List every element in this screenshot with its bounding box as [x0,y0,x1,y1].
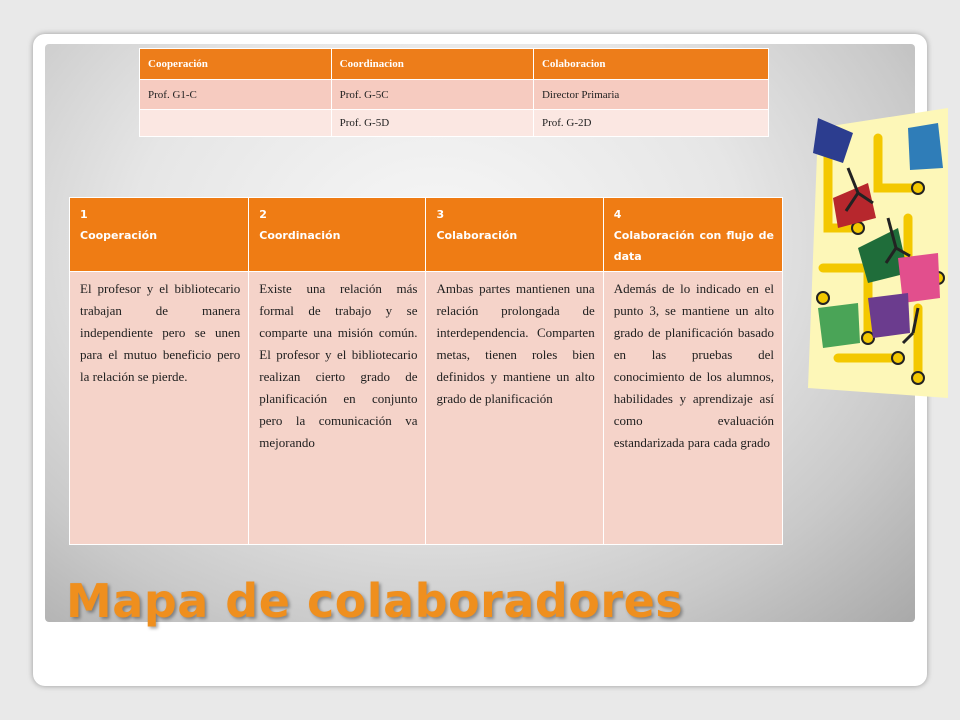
main-table [69,197,783,545]
header-label: Coordinación [259,229,341,242]
main-header-4 [603,198,782,272]
main-header-1 [70,198,249,272]
top-header-coordinacion: Coordinacion [331,49,533,80]
table-cell: Prof. G-2D [533,110,768,137]
main-header-2 [249,198,426,272]
table-cell [140,110,332,137]
header-label: Cooperación [80,229,158,242]
table-cell: Director Primaria [533,80,768,110]
top-header-cooperacion: Cooperación [140,49,332,80]
table-cell-coordinacion: Existe una relación más formal de trabajo y se comparte una misión común. El profesor y el bibliotecario realizan cierto grado de planificación en conjunto pero la comunicación va mejorando [249,272,426,545]
main-header-3 [426,198,603,272]
table-cell-cooperacion: El profesor y el bibliotecario trabajan de manera independiente pero se unen para el mutuo beneficio pero la relación se pierde. [70,272,249,545]
header-number: 3 [436,208,445,221]
table-row [140,110,769,137]
table-cell: Prof. G-5D [331,110,533,137]
table-cell-colaboracion: Ambas partes mantienen una relación prolongada de interdependencia. Comparten metas, tienen roles bien definidos y mantiene un alto grado de planificación [426,272,603,545]
header-number: 4 [613,208,622,221]
header-label: Colaboración [436,229,518,242]
collaborators-illustration-icon [798,108,948,408]
header-number: 1 [80,208,88,221]
table-row [140,80,769,110]
header-number: 2 [259,208,267,221]
header-label: Colaboración con flujo de data [613,229,774,263]
table-cell-colaboracion-data: Además de lo indicado en el punto 3, se mantiene un alto grado de planificación basado en las pruebas del conocimiento de los alumnos, habilidades y aprendizaje así como evaluación estandarizada para cada grado [603,272,782,545]
top-table [139,48,769,137]
table-cell: Prof. G-5C [331,80,533,110]
table-row [70,272,783,545]
table-cell: Prof. G1-C [140,80,332,110]
top-header-colaboracion: Colaboracion [533,49,768,80]
page-title: Mapa de colaboradores [66,574,684,628]
